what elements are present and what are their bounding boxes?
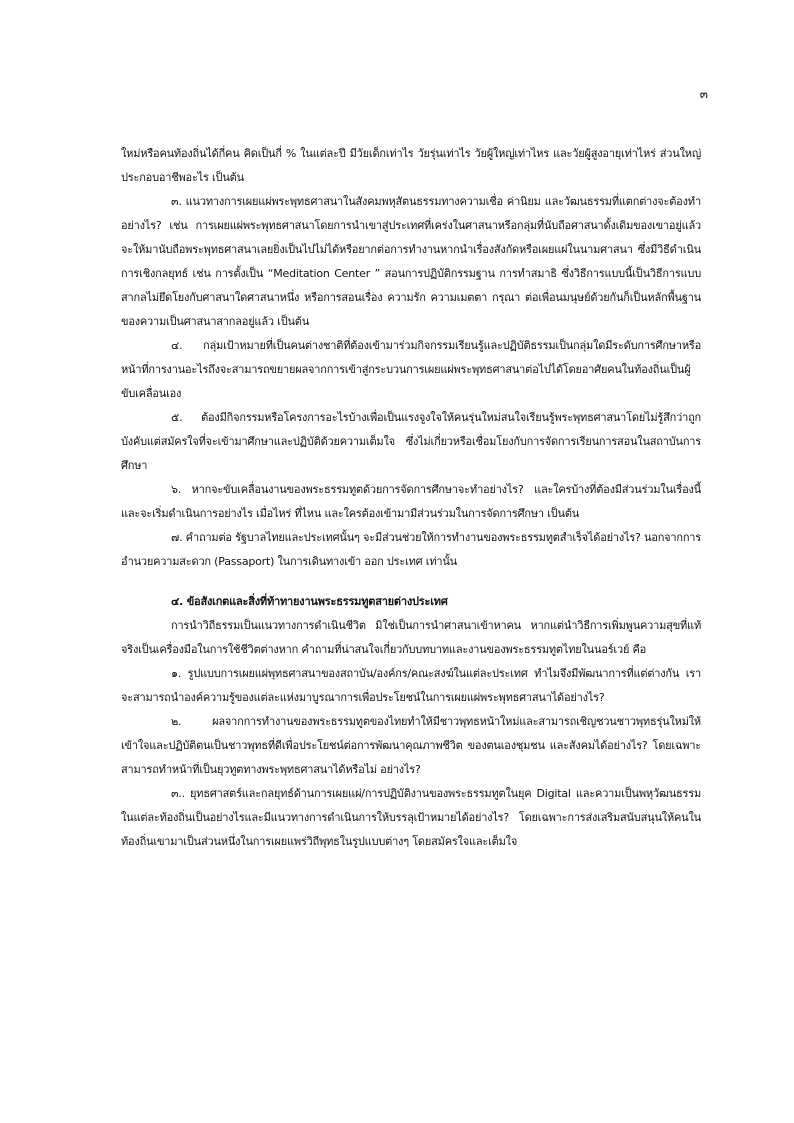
page-number: ๓ [699, 87, 708, 101]
section-4-item-2: ๒. ผลจากการทำงานของพระธรรมทูตของไทยทำให้มีชาวพุทธหน้าใหม่และสามารถเชิญชวนชาวพุทธรุ่นใหม่ให้เข้าใจและปฏิบัติตนเป็นชาวพุทธที่ดีเพื่อประโยชน์ต่อการพัฒนาคุณภาพชีวิต ของตนเองชุมชน และสังคมได้อย่างไร? โดยเฉพาะสามารถทำหน้าที่เป็นยุวทูตทางพระพุทธศาสนาได้หรือไม่ อย่างไร? [121, 715, 701, 776]
question-6: ๖. หากจะขับเคลื่อนงานของพระธรรมทูตด้วยการจัดการศึกษาจะทำอย่างไร? และใครบ้างที่ต้องมีส่วนร่วมในเรื่องนี้ และจะเริ่มดำเนินการอย่างไร เมื่อไหร่ ที่ไหน และใครต้องเข้ามามีส่วนร่วมในการจัดการศึกษา เป็นต้น [121, 483, 701, 520]
document-body [121, 142, 701, 854]
intro-continuation: ใหม่หรือคนท้องถิ่นได้กี่คน คิดเป็นกี่ % ในแต่ละปี มีวัยเด็กเท่าไร วัยรุ่นเท่าไร วัยผู้ใหญ่เท่าไหร และวัยผู้สูงอายุเท่าไหร่ ส่วนใหญ่ประกอบอาชีพอะไร เป็นต้น [121, 147, 701, 184]
section-4-intro: การนำวิถีธรรมเป็นแนวทางการดำเนินชีวิต มิใช่เป็นการนำศาสนาเข้าหาคน หากแต่นำวิธีการเพิ่มพูนความสุขที่แท้จริงเป็นเครื่องมือในการใช้ชีวิตต่างหาก คำถามที่น่าสนใจเกี่ยวกับบทบาทและงานของพระธรรมทูตไทยในนอร์เวย์ คือ [121, 619, 701, 656]
section-4-item-3: ๓.. ยุทธศาสตร์และกลยุทธ์ด้านการเผยแผ่/การปฏิบัติงานของพระธรรมทูตในยุค Digital และความเป็นพหุวัฒนธรรมในแต่ละท้องถิ่นเป็นอย่างไรและมีแนวทางการดำเนินการให้บรรลุเป้าหมายได้อย่างไร? โดยเฉพาะการส่งเสริมสนับสนุนให้คนในท้องถิ่นเขามาเป็นส่วนหนึ่งในการเผยแพร่วิถีพุทธในรูปแบบต่างๆ โดยสมัครใจและเต็มใจ [121, 787, 701, 848]
section-4-heading: ๔. ข้อสังเกตและสิ่งที่ท้าทายงานพระธรรมทูตสายต่างประเทศ [171, 595, 448, 608]
question-7: ๗. คำถามต่อ รัฐบาลไทยและประเทศนั้นๆ จะมีส่วนช่วยให้การทำงานของพระธรรมทูตสำเร็จได้อย่างไร? นอกจากการอำนวยความสะดวก (Passaport) ในการเดินทางเข้า ออก ประเทศ เท่านั้น [121, 531, 701, 568]
question-3: ๓. แนวทางการเผยแผ่พระพุทธศาสนาในสังคมพหุสัตนธรรมทางความเชื่อ ค่านิยม และวัฒนธรรมที่แตกต่างจะต้องทำอย่างไร? เช่น การเผยแผ่พระพุทธศาสนาโดยการนำเขาสู่ประเทศที่เคร่งในศาสนาหรือกลุ่มที่นับถือศาสนาดั้งเดิมของเขาอยู่แล้วจะให้มานับถือพระพุทธศาสนาเลยยิ่งเป็นไปไม่ได้หรือยากต่อการทำงานหากนำเรื่องสังกัดหรือเผยแผ่ในนามศาสนา ซึ่งมีวิธีดำเนินการเชิงกลยุทธ์ เช่น การตั้งเป็น “Meditation Center ” สอนการปฏิบัติกรรมฐาน การทำสมาธิ ซึ่งวิธีการแบบนี้เป็นวิธีการแบบสากลไม่ยึดโยงกับศาสนาใดศาสนาหนึ่ง หรือการสอนเรื่อง ความรัก ความเมตตา กรุณา ต่อเพื่อนมนุษย์ด้วยกันก็เป็นหลักพื้นฐานของความเป็นศาสนาสากลอยู่แล้ว เป็นต้น [121, 195, 701, 328]
question-5: ๕. ต้องมีกิจกรรมหรือโครงการอะไรบ้างเพื่อเป็นแรงจูงใจให้คนรุ่นใหม่สนใจเรียนรู้พระพุทธศาสนาโดยไม่รู้สึกว่าถูกบังคับแต่สมัครใจที่จะเข้ามาศึกษาและปฏิบัติด้วยความเต็มใจ ซึ่งไม่เกี่ยวหรือเชื่อมโยงกับการจัดการเรียนการสอนในสถาบันการศึกษา [121, 411, 701, 472]
section-4-item-1: ๑. รูปแบบการเผยแผ่พุทธศาสนาของสถาบัน/องค์กร/คณะสงฆ์ในแต่ละประเทศ ทำไมจึงมีพัฒนาการที่แต่ต่างกัน เราจะสามารถนำองค์ความรู้ของแต่ละแห่งมาบูรณาการเพื่อประโยชน์ในการเผยแผ่พระพุทธศาสนาได้อย่างไร? [121, 667, 701, 704]
question-4: ๔. กลุ่มเป้าหมายที่เป็นคนต่างชาติที่ต้องเข้ามาร่วมกิจกรรมเรียนรู้และปฏิบัติธรรมเป็นกลุ่มใดมีระดับการศึกษาหรือหน้าที่การงานอะไรถึงจะสามารถขยายผลจากการเข้าสู่กระบวนการเผยแผ่พระพุทธศาสนาต่อไปได้โดยอาศัยคนในท้องถิ่นเป็นผู้ขับเคลื่อนเอง [121, 339, 701, 400]
